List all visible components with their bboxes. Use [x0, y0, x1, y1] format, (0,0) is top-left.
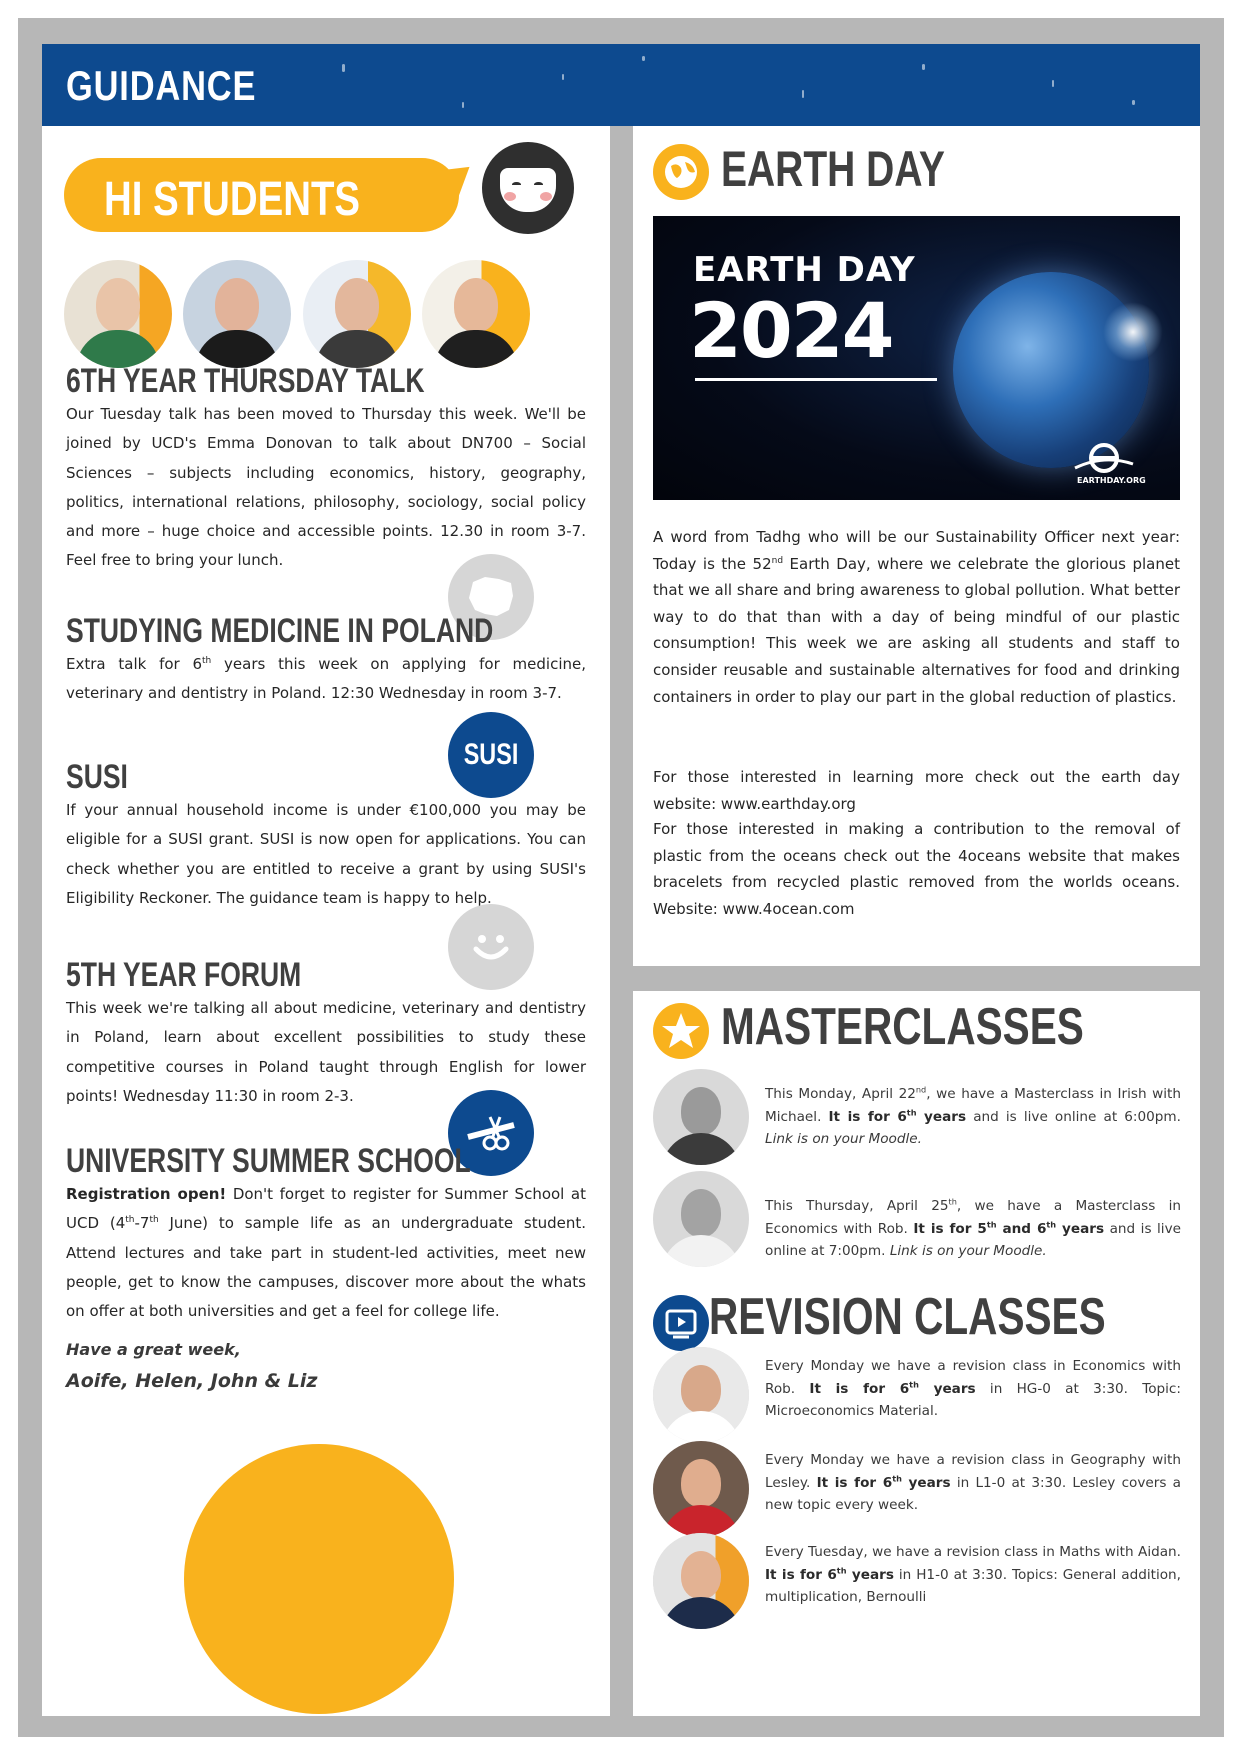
signoff-names: Aoife, Helen, John & Liz	[66, 1370, 318, 1392]
section-text: Our Tuesday talk has been moved to Thursday this week. We'll be joined by UCD's Emma Donovan to talk about DN700 – Social Sciences – subjects including economics, history, geography, politics, international relations, philosophy, sociology, social policy and more – huge choice and accessible points. 12.30 in room 3-7. Feel free to bring your lunch.	[66, 405, 586, 570]
section-title: 6TH YEAR THURSDAY TALK	[66, 362, 425, 400]
teacher-photo	[653, 1171, 749, 1267]
sun-decoration	[184, 1444, 454, 1714]
earth-day-image	[653, 216, 1180, 500]
star-icon	[653, 1003, 709, 1059]
image-line1: EARTH DAY	[693, 250, 916, 290]
section-title: SUSI	[66, 758, 128, 796]
earth-day-panel	[633, 126, 1200, 966]
susi-logo	[448, 712, 534, 798]
earthday-logo-icon	[1073, 440, 1135, 480]
avatar	[422, 260, 530, 368]
image-org: EARTHDAY.ORG	[1077, 476, 1146, 485]
left-panel	[42, 126, 610, 1716]
classes-panel	[633, 991, 1200, 1716]
avatar	[303, 260, 411, 368]
section-text: Extra talk for 6th years this week on applying for medicine, veterinary and dentistry in Poland. 12:30 Wednesday in room 3-7.	[66, 655, 587, 703]
susi-badge-text: SUSI	[463, 738, 519, 771]
teacher-photo	[653, 1069, 749, 1165]
section-title: UNIVERSITY SUMMER SCHOOL	[66, 1142, 471, 1180]
earth-day-para1: A word from Tadhg who will be our Sustainability Officer next year: Today is the 52nd Earth Day, where we celebrate the glorious planet that we all share and bring awareness to global pollution. What better way to do that than with a day of being mindful of our plastic consumption! This week we are asking all students and staff to consider reusable and sustainable alternatives for food and drinking containers in order to play our part in the global reduction of plastics.	[653, 528, 1180, 706]
signoff-greeting: Have a great week,	[66, 1340, 241, 1359]
section-text: Registration open! Don't forget to register for Summer School at UCD (4th-7th June) to sample life as an undergraduate student. Attend lectures and take part in student-led activities, meet new people, get to know the campuses, discover more about the whats on offer at both universities and get a feel for college life.	[66, 1185, 586, 1321]
greeting-text: HI STUDENTS	[104, 173, 361, 226]
masterclass-item: This Monday, April 22nd, we have a Masterclass in Irish with Michael. It is for 6th years and is live online at 6:00pm. Link is on your Moodle.	[765, 1084, 1181, 1147]
revision-title: REVISION CLASSES	[709, 1288, 1106, 1346]
teacher-photo	[653, 1347, 749, 1443]
revision-item: Every Tuesday, we have a revision class in Maths with Aidan. It is for 6th years in H1-0 at 3:30. Topics: General addition, multiplication, Bernoulli	[765, 1544, 1181, 1605]
video-class-icon	[653, 1295, 709, 1351]
masterclasses-title: MASTERCLASSES	[721, 998, 1084, 1056]
section-title: 5TH YEAR FORUM	[66, 956, 302, 994]
guidance-banner	[42, 44, 1200, 126]
masterclass-item: This Thursday, April 25th, we have a Masterclass in Economics with Rob. It is for 5th and 6th years and is live online at 7:00pm. Link is on your Moodle.	[765, 1196, 1181, 1259]
earth-globe	[953, 272, 1149, 468]
cup-mascot-icon	[482, 142, 574, 234]
section-text: This week we're talking all about medicine, veterinary and dentistry in Poland, learn about excellent possibilities to study these competitive courses in Poland taught through English for lower points! Wednesday 11:30 in room 2-3.	[66, 999, 586, 1105]
greeting-bubble	[64, 158, 459, 232]
teacher-photo	[653, 1533, 749, 1629]
section-text: If your annual household income is under €100,000 you may be eligible for a SUSI grant. SUSI is now open for applications. You can check whether you are entitled to receive a grant by using SUSI's Eligibility Reckoner. The guidance team is happy to help.	[66, 801, 586, 907]
earth-day-para3: For those interested in making a contribution to the removal of plastic from the oceans check out the 4oceans website that makes bracelets from recycled plastic removed from the worlds oceans. Website: www.4ocean.com	[653, 820, 1180, 918]
smile-chat-icon	[448, 904, 534, 990]
earth-day-para2: For those interested in learning more check out the earth day website: www.earthday.org	[653, 768, 1180, 813]
revision-item: Every Monday we have a revision class in Economics with Rob. It is for 6th years in HG-0 at 3:30. Topic: Microeconomics Material.	[765, 1358, 1181, 1419]
banner-title: GUIDANCE	[66, 62, 257, 109]
earth-day-title: EARTH DAY	[721, 141, 945, 197]
avatar	[64, 260, 172, 368]
teacher-photo	[653, 1441, 749, 1537]
revision-item: Every Monday we have a revision class in Geography with Lesley. It is for 6th years in L1-0 at 3:30. Lesley covers a new topic every week.	[765, 1452, 1181, 1513]
image-line2: 2024	[689, 286, 893, 375]
globe-icon	[653, 144, 709, 200]
avatar	[183, 260, 291, 368]
section-title: STUDYING MEDICINE IN POLAND	[66, 612, 494, 650]
